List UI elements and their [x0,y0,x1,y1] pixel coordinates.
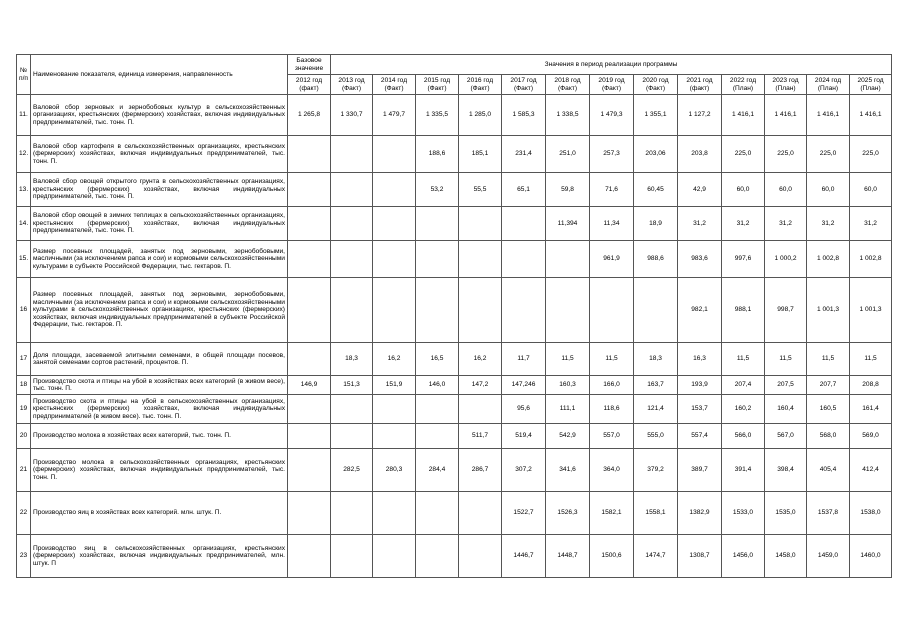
value-cell: 1 338,5 [546,95,590,136]
value-cell: 160,5 [807,395,850,424]
column-header-base: Базовое значение [288,55,331,75]
value-cell: 60,0 [807,173,850,207]
table-row [17,395,892,424]
value-cell: 160,3 [546,376,590,395]
value-cell: 208,8 [850,376,892,395]
value-cell: 1 001,3 [850,278,892,343]
value-cell: 60,0 [850,173,892,207]
value-cell: 121,4 [634,395,678,424]
value-cell: 1 001,3 [807,278,850,343]
value-cell: 11,5 [850,343,892,376]
indicator-name: Валовой сбор овощей открытого грунта в сельскохозяйственных организациях, крестьянских (фермерских) хозяйствах, включая индивидуальных предпринимателей, тыс. тонн. П. [31,173,288,207]
value-cell: 557,4 [678,424,722,449]
value-cell: 185,1 [459,136,502,173]
value-cell: 1500,6 [590,535,634,578]
value-cell [288,395,331,424]
value-cell [331,492,373,535]
value-cell: 412,4 [850,449,892,492]
value-cell: 566,0 [722,424,765,449]
column-header-year: 2020 год (Факт) [634,75,678,95]
value-cell: 1308,7 [678,535,722,578]
value-cell [502,278,546,343]
value-cell [459,492,502,535]
column-header-year: 2025 год (План) [850,75,892,95]
indicator-name: Размер посевных площадей, занятых под зерновыми, зернобобовыми, масличными (за исключением рапса и сои) и кормовыми сельскохозяйственными культурами в сельскохозяйственных организациях, крестьянских (фермерских) хозяйствах, включая индивидуальных предпринимателей в субъекте Российской Федерации, тыс. гектаров. П. [31,278,288,343]
value-cell [373,173,416,207]
row-number: 23 [17,535,31,578]
value-cell: 207,5 [765,376,807,395]
value-cell: 1 416,1 [850,95,892,136]
table-row [17,173,892,207]
value-cell: 16,2 [459,343,502,376]
value-cell: 988,1 [722,278,765,343]
value-cell: 207,7 [807,376,850,395]
value-cell [331,241,373,278]
value-cell: 65,1 [502,173,546,207]
value-cell [288,492,331,535]
row-number: 14. [17,207,31,241]
value-cell [331,535,373,578]
indicator-name: Производство молока в сельскохозяйственных организациях, крестьянских (фермерских) хозяйствах, включая индивидуальных предпринимателей, тыс. тонн. П. [31,449,288,492]
value-cell [459,278,502,343]
value-cell: 16,3 [678,343,722,376]
value-cell [331,173,373,207]
column-header-year: 2015 год (Факт) [416,75,459,95]
value-cell: 31,2 [722,207,765,241]
table-row [17,136,892,173]
value-cell: 11,5 [546,343,590,376]
value-cell: 1 416,1 [722,95,765,136]
value-cell: 1526,3 [546,492,590,535]
column-header-year: 2016 год (Факт) [459,75,502,95]
value-cell [416,395,459,424]
value-cell: 203,8 [678,136,722,173]
row-number: 21 [17,449,31,492]
value-cell: 1 127,2 [678,95,722,136]
indicator-name: Производство яиц в хозяйствах всех категорий. млн. штук. П. [31,492,288,535]
value-cell [373,424,416,449]
value-cell [373,278,416,343]
value-cell: 11,5 [722,343,765,376]
value-cell [416,241,459,278]
value-cell [288,449,331,492]
value-cell [546,278,590,343]
indicator-name: Доля площади, засеваемой элитными семенами, в общей площади посевов, занятой семенами сортов растений, процентов. П. [31,343,288,376]
value-cell: 225,0 [722,136,765,173]
row-number: 11. [17,95,31,136]
indicator-name: Валовой сбор овощей в зимних теплицах в сельскохозяйственных организациях, крестьянских (фермерских) хозяйствах, включая индивидуальных предпринимателей, тыс. тонн. П. [31,207,288,241]
indicator-name: Производство молока в хозяйствах всех категорий, тыс. тонн. П. [31,424,288,449]
table-row [17,535,892,578]
value-cell: 1522,7 [502,492,546,535]
value-cell [331,424,373,449]
value-cell: 251,0 [546,136,590,173]
value-cell: 555,0 [634,424,678,449]
column-header-year: 2014 год (Факт) [373,75,416,95]
value-cell: 16,2 [373,343,416,376]
value-cell: 71,6 [590,173,634,207]
value-cell: 1535,0 [765,492,807,535]
value-cell: 160,2 [722,395,765,424]
value-cell [416,535,459,578]
value-cell: 111,1 [546,395,590,424]
value-cell: 1460,0 [850,535,892,578]
value-cell [373,395,416,424]
value-cell [416,207,459,241]
value-cell: 18,9 [634,207,678,241]
value-cell: 203,06 [634,136,678,173]
value-cell: 1474,7 [634,535,678,578]
value-cell [331,207,373,241]
value-cell [373,207,416,241]
value-cell: 55,5 [459,173,502,207]
row-number: 16 [17,278,31,343]
table-row [17,376,892,395]
value-cell: 11,5 [765,343,807,376]
value-cell [373,241,416,278]
value-cell: 18,3 [634,343,678,376]
row-number: 13. [17,173,31,207]
row-number: 22 [17,492,31,535]
value-cell: 231,4 [502,136,546,173]
value-cell: 284,4 [416,449,459,492]
value-cell: 16,5 [416,343,459,376]
column-header-name: Наименование показателя, единица измерения, направленность [31,55,288,95]
value-cell: 147,2 [459,376,502,395]
value-cell: 1446,7 [502,535,546,578]
column-header-year: 2022 год (План) [722,75,765,95]
row-number: 19 [17,395,31,424]
column-header-year: 2017 год (Факт) [502,75,546,95]
value-cell: 188,6 [416,136,459,173]
value-cell [459,535,502,578]
value-cell [331,278,373,343]
indicator-name: Размер посевных площадей, занятых под зерновыми, зернобобовыми, масличными (за исключением рапса и сои) и кормовыми сельскохозяйственными культурами в субъекте Российской Федерации, тыс. гектаров. П. [31,241,288,278]
value-cell: 31,2 [678,207,722,241]
value-cell: 1 000,2 [765,241,807,278]
value-cell [288,136,331,173]
value-cell: 557,0 [590,424,634,449]
column-header-year: 2013 год (Факт) [331,75,373,95]
value-cell: 60,0 [765,173,807,207]
value-cell [288,343,331,376]
value-cell: 59,8 [546,173,590,207]
value-cell [459,207,502,241]
column-header-number: № п/п [17,55,31,95]
row-number: 12. [17,136,31,173]
value-cell: 1448,7 [546,535,590,578]
value-cell: 398,4 [765,449,807,492]
value-cell: 1 479,3 [590,95,634,136]
value-cell: 1458,0 [765,535,807,578]
value-cell [331,136,373,173]
value-cell [590,278,634,343]
value-cell: 1456,0 [722,535,765,578]
column-header-year: 2021 год (факт) [678,75,722,95]
value-cell: 1538,0 [850,492,892,535]
indicator-name: Валовой сбор зерновых и зернобобовых культур в сельскохозяйственных организациях, крестьянских (фермерских) хозяйствах, включая индивидуальных предпринимателей, тыс. тонн. П. [31,95,288,136]
value-cell: 53,2 [416,173,459,207]
table-row [17,278,892,343]
value-cell: 207,4 [722,376,765,395]
value-cell: 11,394 [546,207,590,241]
value-cell: 161,4 [850,395,892,424]
value-cell: 95,6 [502,395,546,424]
value-cell: 225,0 [807,136,850,173]
value-cell: 11,7 [502,343,546,376]
value-cell: 1582,1 [590,492,634,535]
value-cell: 1 002,8 [807,241,850,278]
value-cell [288,535,331,578]
value-cell: 1533,0 [722,492,765,535]
indicator-name: Производство скота и птицы на убой в сельскохозяйственных организациях, крестьянских (фермерских) хозяйствах, включая индивидуальных предпринимателей (в живом весе). тыс. тонн. П. [31,395,288,424]
value-cell: 997,6 [722,241,765,278]
value-cell: 982,1 [678,278,722,343]
value-cell: 519,4 [502,424,546,449]
table-row [17,492,892,535]
value-cell: 282,5 [331,449,373,492]
value-cell: 1 416,1 [765,95,807,136]
value-cell: 391,4 [722,449,765,492]
value-cell [288,241,331,278]
value-cell: 1382,9 [678,492,722,535]
value-cell: 31,2 [765,207,807,241]
value-cell: 286,7 [459,449,502,492]
indicator-name: Валовой сбор картофеля в сельскохозяйственных организациях, крестьянских (фермерских) хозяйствах, включая индивидуальных предпринимателей, тыс. тонн. П. [31,136,288,173]
value-cell [416,492,459,535]
table-row [17,241,892,278]
value-cell: 307,2 [502,449,546,492]
value-cell: 983,6 [678,241,722,278]
value-cell [373,535,416,578]
value-cell: 146,0 [416,376,459,395]
column-header-year: 2023 год (План) [765,75,807,95]
value-cell: 31,2 [850,207,892,241]
value-cell: 60,0 [722,173,765,207]
value-cell: 163,7 [634,376,678,395]
value-cell: 511,7 [459,424,502,449]
value-cell [373,492,416,535]
value-cell: 146,9 [288,376,331,395]
value-cell: 153,7 [678,395,722,424]
value-cell [373,136,416,173]
value-cell: 379,2 [634,449,678,492]
value-cell: 11,5 [590,343,634,376]
value-cell: 18,3 [331,343,373,376]
value-cell [416,278,459,343]
indicator-name: Производство скота и птицы на убой в хозяйствах всех категорий (в живом весе), тыс. тонн. П. [31,376,288,395]
column-header-year: 2019 год (Факт) [590,75,634,95]
value-cell [634,278,678,343]
value-cell: 11,5 [807,343,850,376]
value-cell: 147,246 [502,376,546,395]
value-cell: 151,3 [331,376,373,395]
value-cell [502,207,546,241]
value-cell: 151,9 [373,376,416,395]
value-cell: 118,6 [590,395,634,424]
value-cell [546,241,590,278]
row-number: 20 [17,424,31,449]
value-cell: 1558,1 [634,492,678,535]
value-cell: 364,0 [590,449,634,492]
value-cell: 569,0 [850,424,892,449]
value-cell: 1 585,3 [502,95,546,136]
indicators-table [16,54,892,578]
column-header-year: 2018 год (Факт) [546,75,590,95]
value-cell: 166,0 [590,376,634,395]
column-header-year: 2024 год (План) [807,75,850,95]
value-cell: 405,4 [807,449,850,492]
value-cell: 42,9 [678,173,722,207]
value-cell: 1459,0 [807,535,850,578]
value-cell: 389,7 [678,449,722,492]
value-cell: 225,0 [765,136,807,173]
value-cell: 961,9 [590,241,634,278]
value-cell: 11,34 [590,207,634,241]
value-cell [459,241,502,278]
value-cell: 60,45 [634,173,678,207]
column-header-period: Значения в период реализации программы [331,55,892,75]
value-cell: 280,3 [373,449,416,492]
value-cell [331,395,373,424]
value-cell: 1537,8 [807,492,850,535]
column-header-year: 2012 год (факт) [288,75,331,95]
value-cell: 193,9 [678,376,722,395]
value-cell: 257,3 [590,136,634,173]
row-number: 18 [17,376,31,395]
value-cell: 341,6 [546,449,590,492]
value-cell: 542,9 [546,424,590,449]
table-row [17,343,892,376]
table-row [17,207,892,241]
value-cell [288,278,331,343]
row-number: 17 [17,343,31,376]
value-cell [288,207,331,241]
value-cell: 1 285,0 [459,95,502,136]
value-cell [502,241,546,278]
value-cell: 1 335,5 [416,95,459,136]
value-cell [459,395,502,424]
table-row [17,424,892,449]
value-cell: 1 416,1 [807,95,850,136]
value-cell: 1 479,7 [373,95,416,136]
value-cell [288,424,331,449]
value-cell: 988,6 [634,241,678,278]
value-cell: 225,0 [850,136,892,173]
value-cell: 567,0 [765,424,807,449]
table-row [17,95,892,136]
value-cell: 1 330,7 [331,95,373,136]
value-cell: 1 265,8 [288,95,331,136]
value-cell [288,173,331,207]
value-cell [416,424,459,449]
value-cell: 998,7 [765,278,807,343]
row-number: 15. [17,241,31,278]
indicator-name: Производство яиц в сельскохозяйственных организациях, крестьянских (фермерских) хозяйствах, включая индивидуальных предпринимателей, млн. штук. П [31,535,288,578]
value-cell: 31,2 [807,207,850,241]
value-cell: 568,0 [807,424,850,449]
table-row [17,449,892,492]
value-cell: 1 002,8 [850,241,892,278]
value-cell: 1 355,1 [634,95,678,136]
value-cell: 160,4 [765,395,807,424]
